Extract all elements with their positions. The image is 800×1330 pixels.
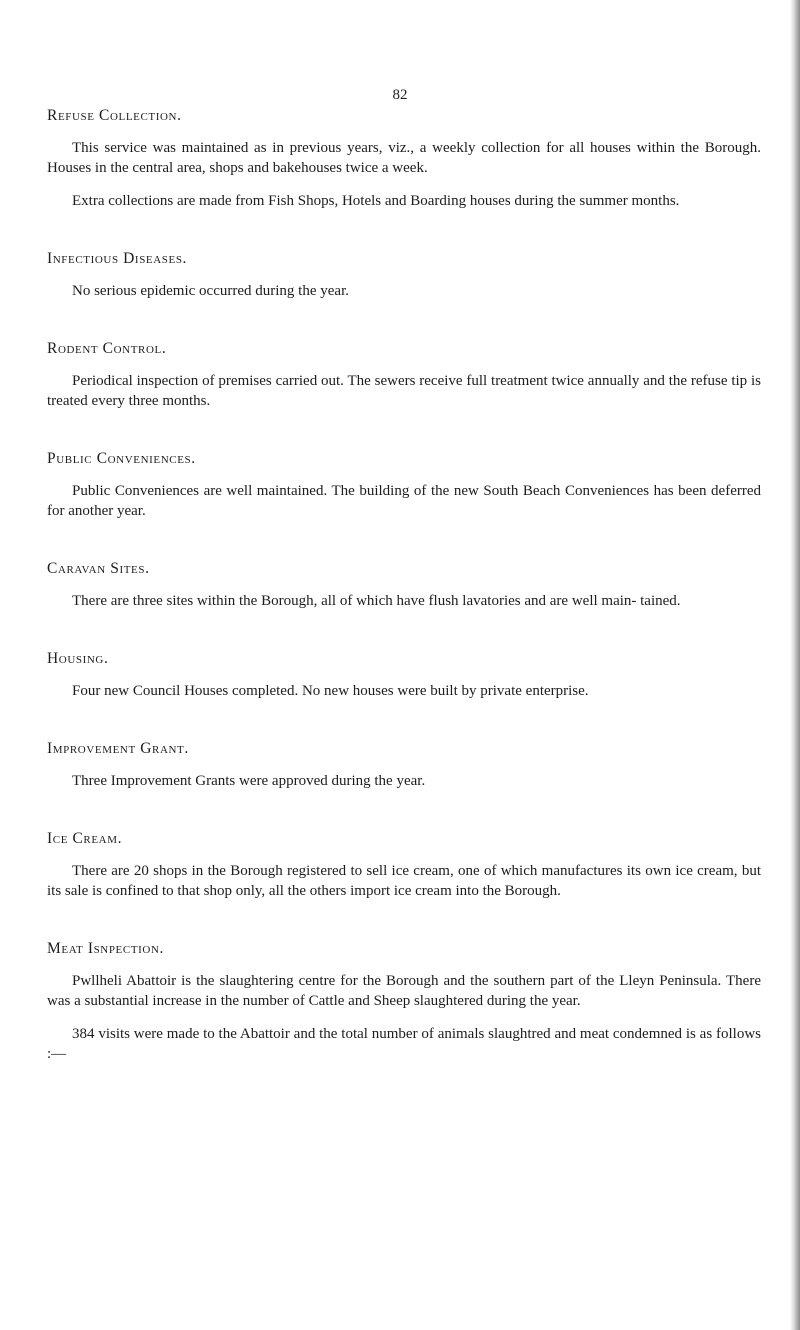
section-caravan-sites — [47, 559, 761, 611]
section-refuse-collection — [47, 106, 761, 211]
section-meat-inspection — [47, 939, 761, 1064]
section-heading: Housing. — [47, 650, 109, 667]
section-infectious-diseases — [47, 249, 761, 301]
paragraph: Four new Council Houses completed. No new houses were built by private enterprise. — [72, 683, 589, 699]
section-housing — [47, 649, 761, 701]
section-heading: Public Conveniences. — [47, 450, 196, 467]
paragraph: Public Conveniences are well maintained. The building of the new South Beach Conveniences has been deferred for another year. — [47, 483, 761, 519]
section-improvement-grant — [47, 739, 761, 791]
section-heading: Ice Cream. — [47, 830, 123, 847]
section-public-conveniences — [47, 449, 761, 521]
section-heading: Improvement Grant. — [47, 740, 189, 757]
section-heading: Refuse Collection. — [47, 107, 182, 124]
paragraph: Three Improvement Grants were approved during the year. — [72, 773, 426, 789]
section-heading: Meat Isnpection. — [47, 940, 164, 957]
paragraph: 384 visits were made to the Abattoir and the total number of animals slaughtred and meat condemned is as follows :— — [47, 1026, 761, 1062]
section-rodent-control — [47, 339, 761, 411]
section-heading: Caravan Sites. — [47, 560, 150, 577]
paragraph: Extra collections are made from Fish Shops, Hotels and Boarding houses during the summer months. — [72, 193, 680, 209]
document-body — [47, 106, 761, 1064]
page-edge-shadow — [790, 0, 800, 1330]
paragraph: Periodical inspection of premises carried out. The sewers receive full treatment twice annually and the refuse tip is treated every three months. — [47, 373, 761, 409]
paragraph: This service was maintained as in previous years, viz., a weekly collection for all houses within the Borough. Houses in the central area, shops and bakehouses twice a week. — [47, 140, 761, 176]
section-ice-cream — [47, 829, 761, 901]
paragraph: Pwllheli Abattoir is the slaughtering centre for the Borough and the southern part of the Lleyn Peninsula. There was a substantial increase in the number of Cattle and Sheep slaughtered during the year. — [47, 973, 761, 1009]
paragraph: There are 20 shops in the Borough registered to sell ice cream, one of which manufactures its own ice cream, but its sale is confined to that shop only, all the others import ice cream into the Borough. — [47, 863, 761, 899]
paragraph: There are three sites within the Borough, all of which have flush lavatories and are well main- tained. — [72, 593, 681, 609]
page-number: 82 — [392, 87, 408, 103]
section-heading: Infectious Diseases. — [47, 250, 188, 267]
section-heading: Rodent Control. — [47, 340, 167, 357]
paragraph: No serious epidemic occurred during the year. — [72, 283, 349, 299]
